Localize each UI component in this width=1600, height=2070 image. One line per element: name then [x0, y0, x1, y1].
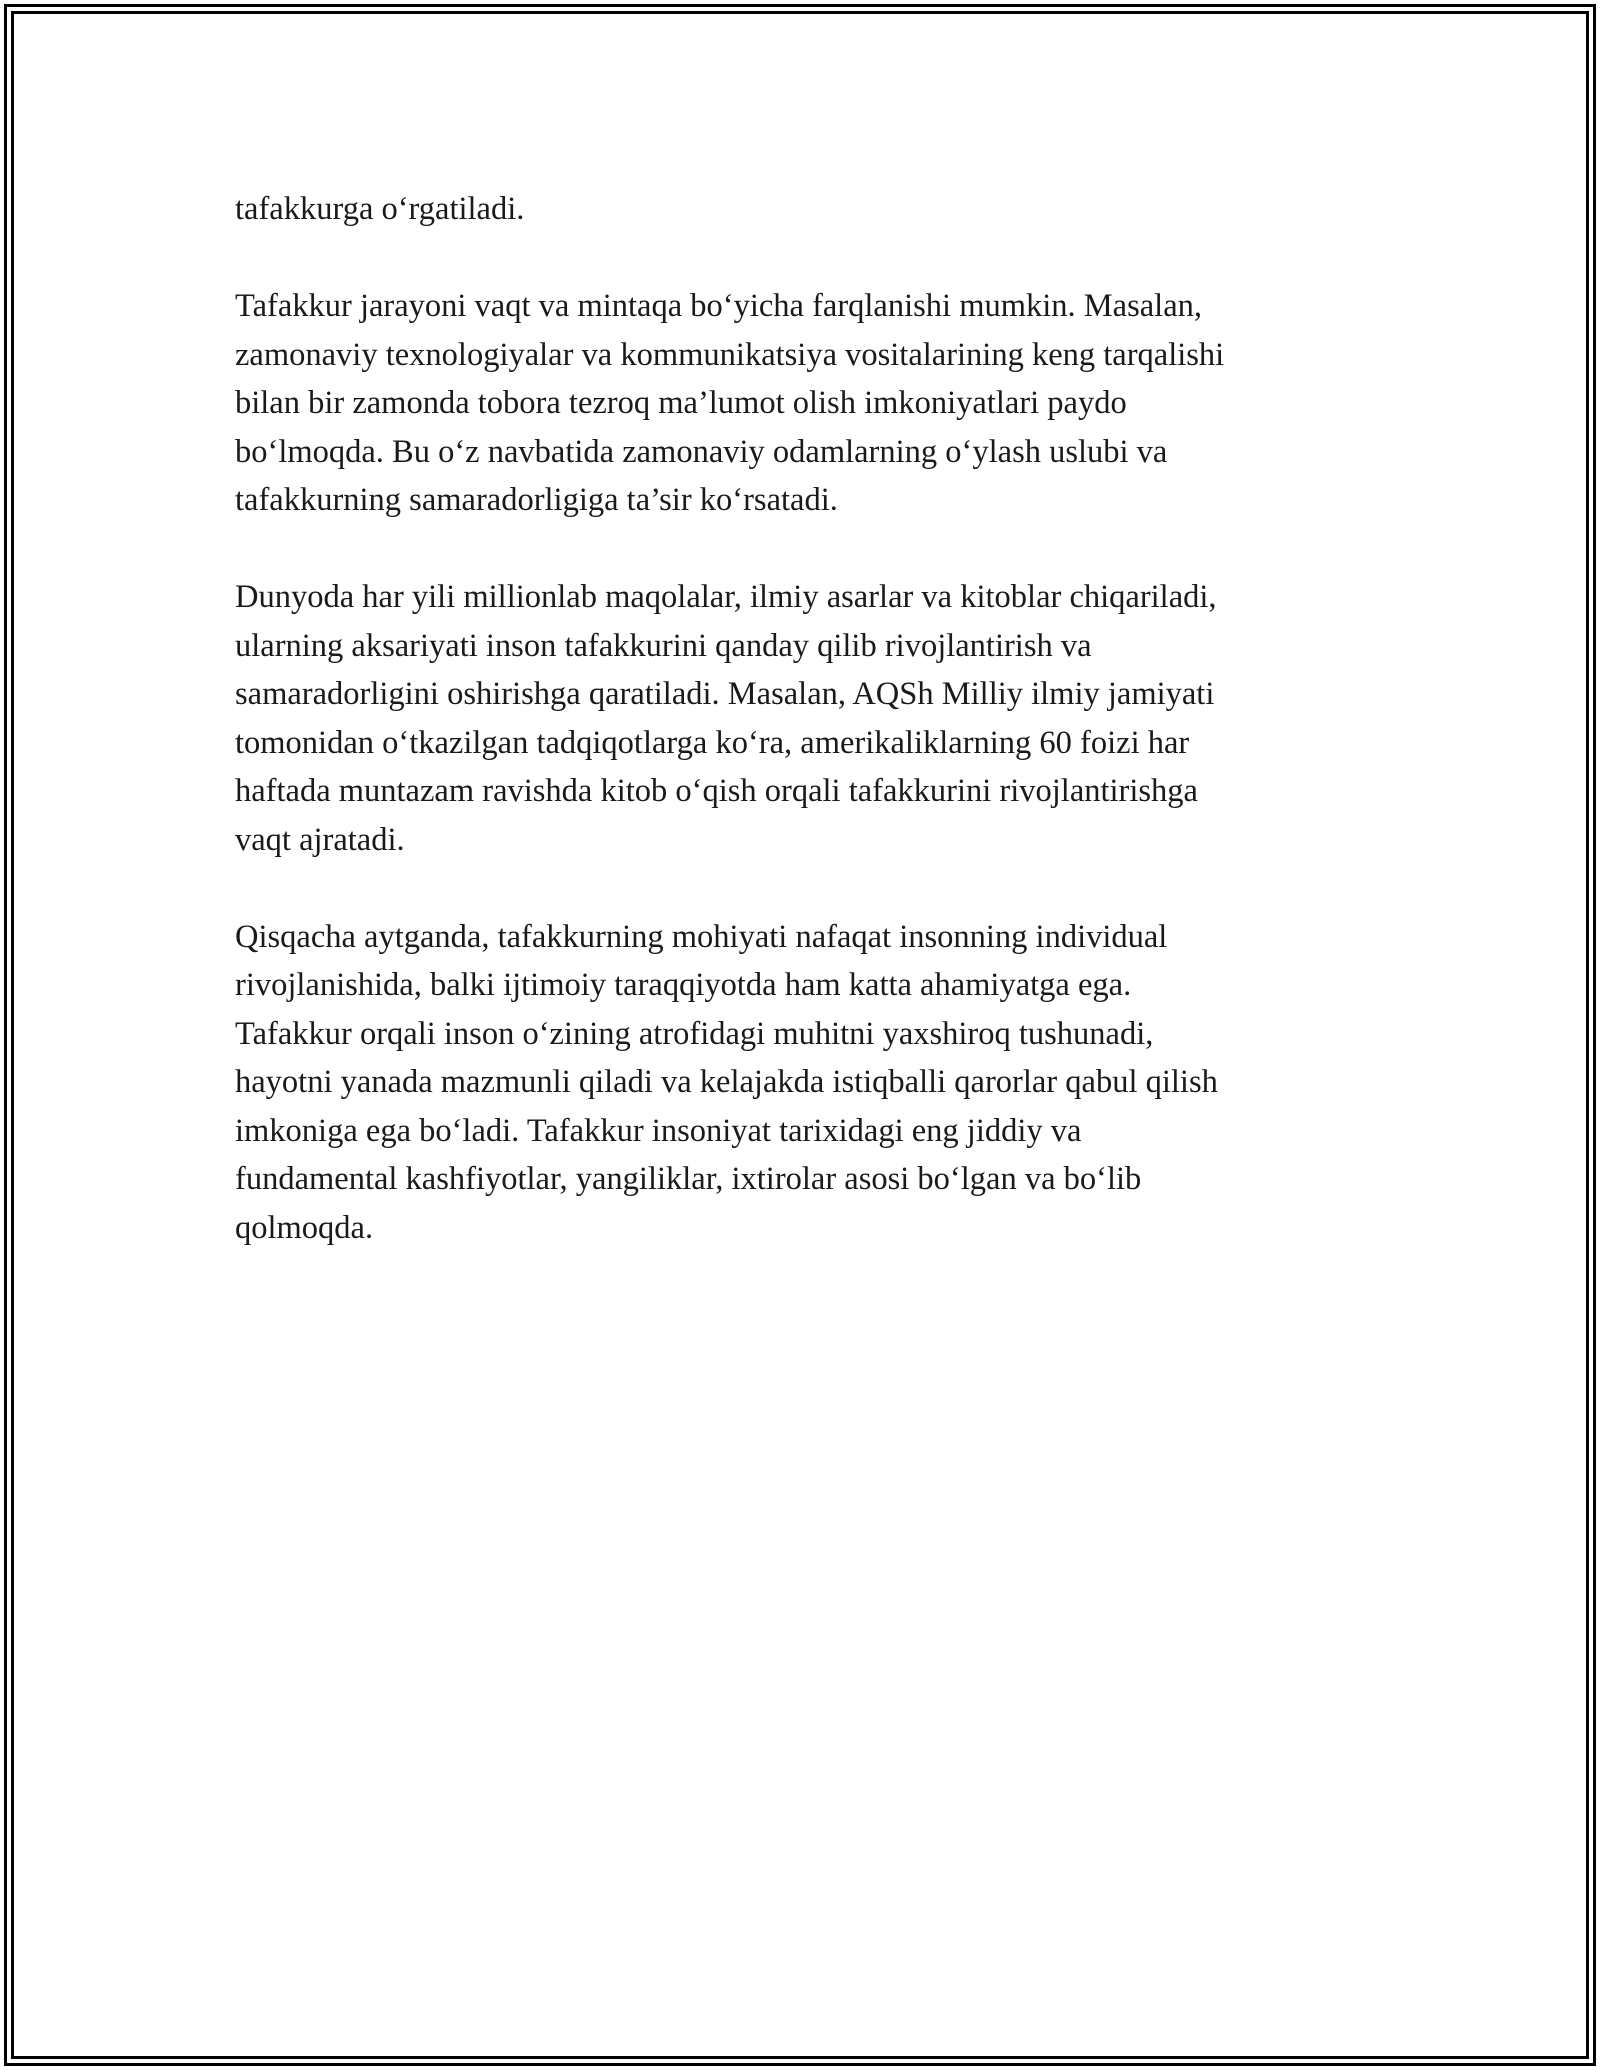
paragraph-1: tafakkurga o‘rgatiladi.	[235, 191, 525, 227]
paragraph-3: Dunyoda har yili millionlab maqolalar, ilmiy asarlar va kitoblar chiqariladi, ularning aksariyati inson tafakkurini qanday qilib rivojlantirish va samaradorligini oshirishga qaratiladi. Masalan, AQSh Milliy ilmiy jamiyati tomonidan o‘tkazilgan tadqiqotlarga ko‘ra, amerikaliklarning 60 foizi har haftada muntazam ravishda kitob o‘qish orqali tafakkurini rivojlantirishga vaqt ajratadi.	[235, 579, 1217, 858]
document-body	[235, 185, 1365, 1301]
paragraph-2: Tafakkur jarayoni vaqt va mintaqa bo‘yicha farqlanishi mumkin. Masalan, zamonaviy texnologiyalar va kommunikatsiya vositalarining keng tarqalishi bilan bir zamonda tobora tezroq ma’lumot olish imkoniyatlari paydo bo‘lmoqda. Bu o‘z navbatida zamonaviy odamlarning o‘ylash uslubi va tafakkurning samaradorligiga ta’sir ko‘rsatadi.	[235, 288, 1225, 518]
paragraph-4: Qisqacha aytganda, tafakkurning mohiyati nafaqat insonning individual rivojlanishida, balki ijtimoiy taraqqiyotda ham katta ahamiyatga ega. Tafakkur orqali inson o‘zining atrofidagi muhitni yaxshiroq tushunadi, hayotni yanada mazmunli qiladi va kelajakda istiqballi qarorlar qabul qilish imkoniga ega bo‘ladi. Tafakkur insoniyat tarixidagi eng jiddiy va fundamental kashfiyotlar, yangiliklar, ixtirolar asosi bo‘lgan va bo‘lib qolmoqda.	[235, 918, 1218, 1246]
